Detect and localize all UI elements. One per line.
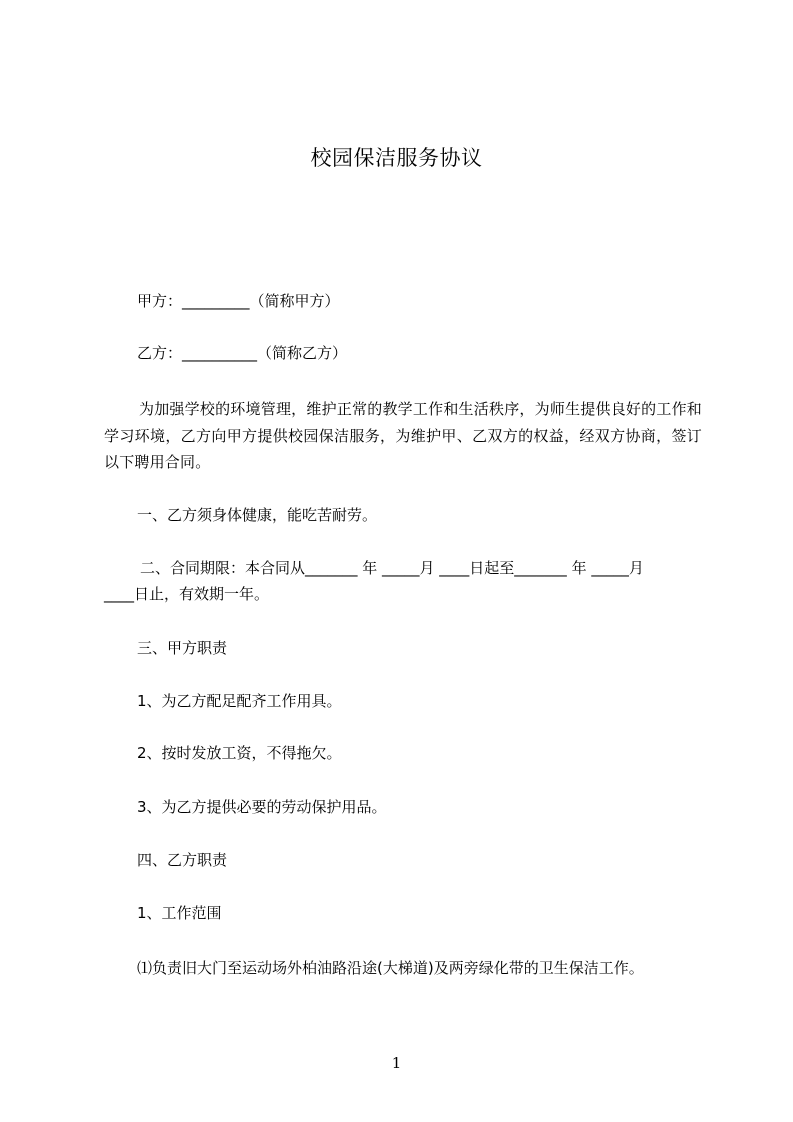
clause-2-line-2: ____日止，有效期一年。 [104,585,270,603]
party-b-line: 乙方：__________（简称乙方） [137,344,348,362]
clause-3-item-2: 2、按时发放工资，不得拖欠。 [137,744,342,762]
clause-3-item-1: 1、为乙方配足配齐工作用具。 [137,692,342,710]
clause-4-sub-1: 1、工作范围 [137,904,222,922]
clause-4-sub-1-item-1: ⑴负责旧大门至运动场外柏油路沿途(大梯道)及两旁绿化带的卫生保洁工作。 [137,959,644,977]
party-a-line: 甲方：_________（简称甲方） [137,292,340,310]
intro-paragraph: 为加强学校的环境管理，维护正常的教学工作和生活秩序，为师生提供良好的工作和学习环境，乙方向甲方提供校园保洁服务，为维护甲、乙双方的权益，经双方协商，签订以下聘用合同。 [104,400,702,471]
clause-3-heading: 三、甲方职责 [137,639,228,657]
clause-1: 一、乙方须身体健康，能吃苦耐劳。 [137,506,378,524]
page-number: 1 [391,1054,402,1072]
clause-2-line-1: 二、合同期限：本合同从_______ 年 _____月 ____日起至_______ 年 _____月 [140,559,644,577]
document-title: 校园保洁服务协议 [310,146,483,170]
clause-4-heading: 四、乙方职责 [137,851,228,869]
clause-3-item-3: 3、为乙方提供必要的劳动保护用品。 [137,798,387,816]
